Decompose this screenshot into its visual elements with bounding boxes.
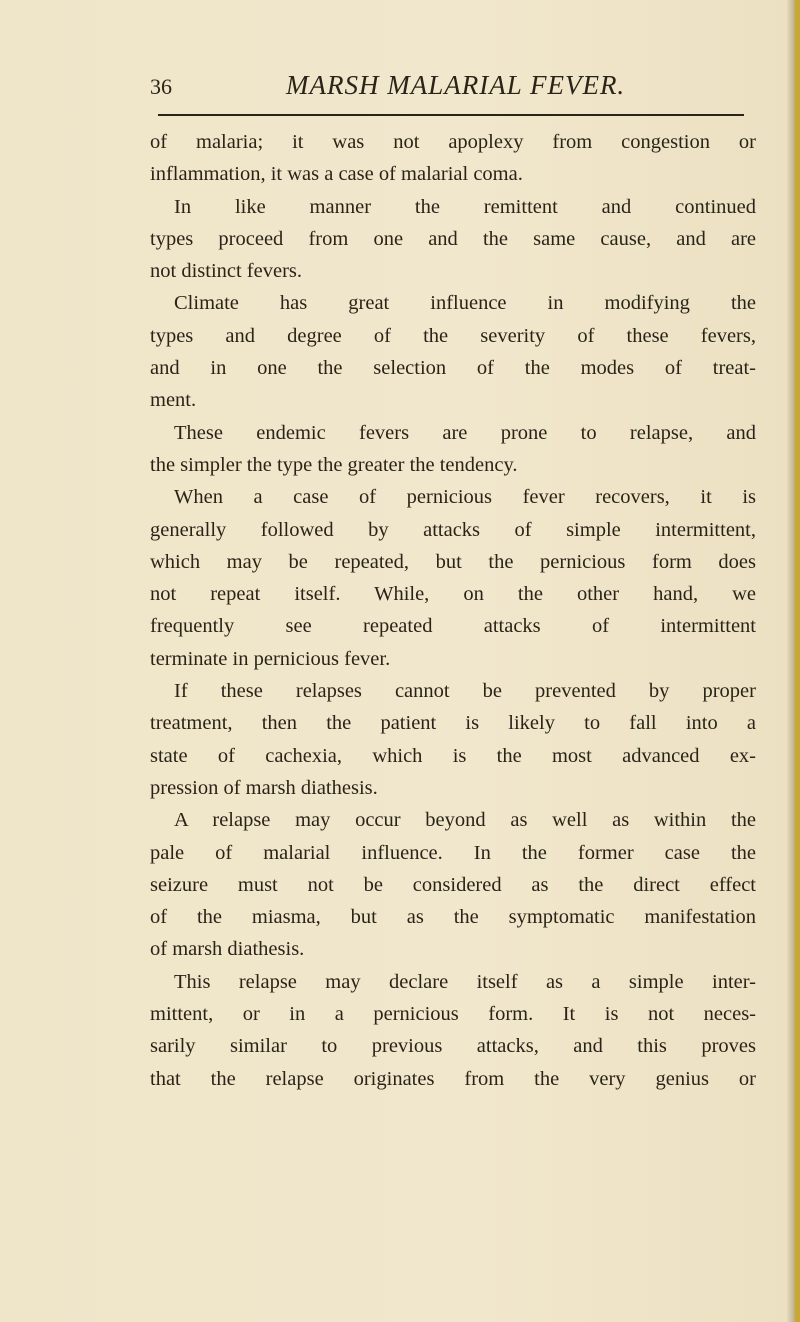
text-line: frequently see repeated attacks of intermittent <box>150 615 756 638</box>
text-line: which may be repeated, but the pernicious form does <box>150 550 756 573</box>
text-line: sarily similar to previous attacks, and this proves <box>150 1035 756 1058</box>
text-line: seizure must not be considered as the direct effect <box>150 873 756 896</box>
page-number: 36 <box>150 74 172 99</box>
text-line: the simpler the type the greater the tendency. <box>150 453 518 476</box>
text-line: This relapse may declare itself as a simple inter- <box>174 970 756 993</box>
running-head: MARSH MALARIAL FEVER. <box>286 70 626 100</box>
body-text <box>150 126 756 1095</box>
text-line: ment. <box>150 389 197 412</box>
text-line: Climate has great influence in modifying the <box>174 292 756 315</box>
text-line: state of cachexia, which is the most advanced ex- <box>150 744 756 767</box>
text-line: These endemic fevers are prone to relapse, and <box>174 421 756 444</box>
text-line: types proceed from one and the same cause, and are <box>150 227 756 250</box>
text-line: If these relapses cannot be prevented by proper <box>174 680 756 703</box>
text-line: pression of marsh diathesis. <box>150 776 378 799</box>
text-line: When a case of pernicious fever recovers, it is <box>174 486 756 509</box>
text-line: not repeat itself. While, on the other hand, we <box>150 583 756 606</box>
text-line: that the relapse originates from the very genius or <box>150 1067 756 1090</box>
text-line: types and degree of the severity of these fevers, <box>150 324 756 347</box>
text-line: mittent, or in a pernicious form. It is not neces- <box>150 1003 756 1026</box>
text-line: inflammation, it was a case of malarial coma. <box>150 163 523 186</box>
text-line: A relapse may occur beyond as well as within the <box>174 809 756 832</box>
text-line: In like manner the remittent and continued <box>174 195 756 218</box>
text-line: of malaria; it was not apoplexy from congestion or <box>150 131 756 153</box>
text-line: and in one the selection of the modes of treat- <box>150 357 756 380</box>
text-line: pale of malarial influence. In the former case the <box>150 841 756 864</box>
header-rule <box>158 114 744 116</box>
page-edge-strip <box>795 0 800 1322</box>
page-header <box>150 70 750 110</box>
text-line: not distinct fevers. <box>150 260 303 283</box>
text-line: treatment, then the patient is likely to fall into a <box>150 712 756 735</box>
text-line: of the miasma, but as the symptomatic manifestation <box>150 906 756 929</box>
text-line: generally followed by attacks of simple intermittent, <box>150 518 756 541</box>
text-line: terminate in pernicious fever. <box>150 647 391 670</box>
text-line: of marsh diathesis. <box>150 938 305 961</box>
